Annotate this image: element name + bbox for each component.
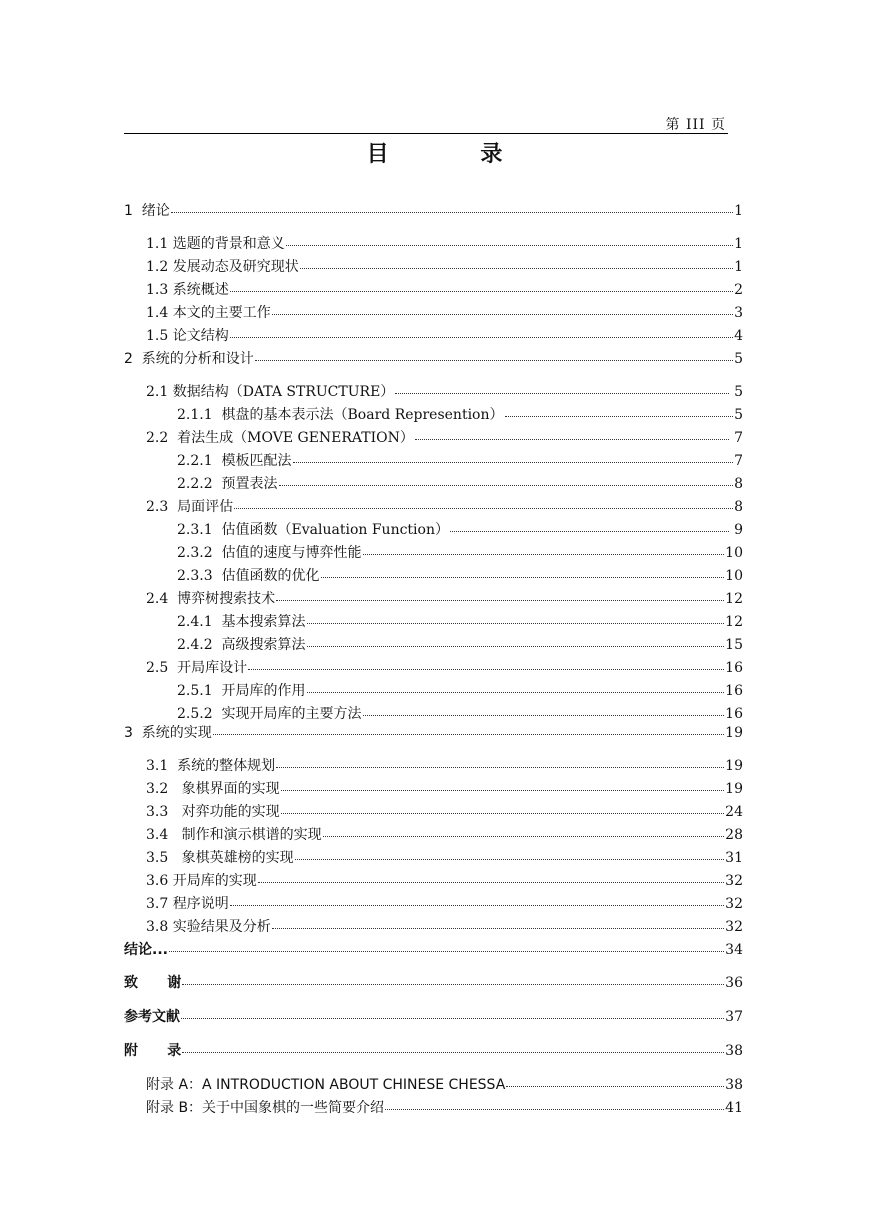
toc-leader-dots [279, 471, 734, 486]
toc-leader-dots [248, 655, 724, 670]
toc-page-number: 28 [725, 827, 743, 843]
toc-leader-dots [295, 845, 725, 860]
toc-entry-label: 2.2.1 模板匹配法 [177, 453, 292, 469]
toc-entry-label: 3.5 象棋英雄榜的实现 [146, 850, 294, 866]
toc-leader-dots [258, 868, 724, 883]
toc-page-number: 16 [725, 660, 743, 676]
toc-entry[interactable] [177, 450, 743, 470]
toc-page-number: 8 [734, 476, 743, 492]
toc-entry-label: 1.5 论文结构 [146, 328, 229, 344]
toc-page-number: 4 [734, 328, 743, 344]
toc-leader-dots [363, 540, 725, 555]
toc-entry[interactable] [146, 755, 743, 775]
toc-entry[interactable] [177, 611, 743, 631]
toc-page-number: 12 [725, 591, 743, 607]
toc-leader-dots [415, 425, 729, 440]
toc-leader-dots [230, 891, 724, 906]
toc-page-number: 16 [725, 683, 743, 699]
toc-leader-dots [307, 609, 725, 624]
toc-leader-dots [281, 776, 725, 791]
toc-entry-label: 附录 B：关于中国象棋的一些简要介绍 [146, 1100, 385, 1116]
toc-leader-dots [293, 448, 734, 463]
toc-entry[interactable] [124, 1040, 743, 1060]
toc-entry[interactable] [146, 657, 743, 677]
toc-page-number: 9 [729, 522, 743, 538]
toc-entry[interactable] [146, 302, 743, 322]
toc-entry-label: 结论... [124, 942, 168, 958]
toc-page-number: 16 [725, 706, 743, 722]
toc-leader-dots [505, 402, 734, 417]
toc-entry-label: 3.1 系统的整体规划 [146, 758, 276, 774]
toc-entry[interactable] [177, 565, 743, 585]
toc-entry[interactable] [146, 778, 743, 798]
toc-entry-label: 2.4 博弈树搜索技术 [146, 591, 276, 607]
toc-page-number: 12 [725, 614, 743, 630]
toc-leader-dots [272, 914, 724, 929]
toc-entry-label: 2.2.2 预置表法 [177, 476, 278, 492]
toc-entry[interactable] [146, 279, 743, 299]
toc-page-number: 37 [725, 1009, 743, 1025]
toc-entry-label: 2.2 着法生成（MOVE GENERATION） [146, 430, 414, 446]
toc-entry-label: 2.3.1 估值函数（Evaluation Function） [177, 522, 449, 538]
toc-entry-label: 2.5.2 实现开局库的主要方法 [177, 706, 362, 722]
toc-leader-dots [323, 822, 725, 837]
toc-entry[interactable] [124, 1006, 743, 1026]
toc-page-number: 24 [725, 804, 743, 820]
toc-entry[interactable] [177, 680, 743, 700]
toc-leader-dots [506, 1072, 724, 1087]
toc-page-number: 41 [725, 1100, 743, 1116]
toc-page-number: 8 [734, 499, 743, 515]
toc-leader-dots [171, 198, 733, 213]
toc-page-number: 5 [734, 407, 743, 423]
toc-entry[interactable] [146, 381, 743, 401]
toc-entry-label: 2.4.2 高级搜索算法 [177, 637, 306, 653]
toc-leader-dots [321, 563, 725, 578]
toc-entry-label: 3.4 制作和演示棋谱的实现 [146, 827, 322, 843]
toc-entry-label: 1.1 选题的背景和意义 [146, 236, 285, 252]
toc-leader-dots [169, 937, 724, 952]
toc-entry[interactable] [177, 473, 743, 493]
toc-page-number: 5 [734, 351, 743, 367]
toc-entry-label: 1.3 系统概述 [146, 282, 229, 298]
toc-entry[interactable] [146, 496, 743, 516]
toc-entry[interactable] [146, 870, 743, 890]
toc-entry[interactable] [146, 893, 743, 913]
toc-leader-dots [182, 1038, 724, 1053]
toc-entry[interactable] [177, 542, 743, 562]
toc-page-number: 10 [725, 545, 743, 561]
toc-page-number: 19 [725, 758, 743, 774]
page-header [124, 113, 728, 134]
toc-entry[interactable] [124, 939, 743, 959]
toc-entry[interactable] [124, 972, 743, 992]
toc-leader-dots [307, 632, 725, 647]
toc-leader-dots [385, 1095, 724, 1110]
toc-entry-label: 致 谢 [124, 975, 182, 991]
toc-entry[interactable] [146, 824, 743, 844]
toc-entry-label: 2.1 数据结构（DATA STRUCTURE） [146, 384, 395, 400]
toc-leader-dots [286, 231, 733, 246]
toc-entry-label: 2.3.3 估值函数的优化 [177, 568, 320, 584]
toc-page-number: 7 [734, 453, 743, 469]
toc-entry[interactable] [146, 1097, 743, 1117]
toc-entry-label: 2.4.1 基本搜索算法 [177, 614, 306, 630]
toc-leader-dots [276, 586, 724, 601]
toc-page-number: 34 [725, 942, 743, 958]
toc-entry-label: 2.3 局面评估 [146, 499, 234, 515]
toc-entry[interactable] [177, 634, 743, 654]
toc-leader-dots [363, 701, 725, 716]
toc-entry-label: 附 录 [124, 1043, 182, 1059]
toc-page-number: 31 [725, 850, 743, 866]
toc-entry-label: 3.7 程序说明 [146, 896, 229, 912]
toc-entry-label: 1.2 发展动态及研究现状 [146, 259, 299, 275]
toc-page-number: 38 [725, 1077, 743, 1093]
toc-page-number: 2 [734, 282, 743, 298]
toc-page-number: 1 [734, 259, 743, 275]
toc-leader-dots [181, 1004, 724, 1019]
toc-entry[interactable] [146, 847, 743, 867]
toc-entry-label: 3.6 开局库的实现 [146, 873, 257, 889]
toc-entry-label: 2 系统的分析和设计 [124, 351, 254, 367]
toc-leader-dots [230, 277, 733, 292]
toc-page-number: 19 [725, 781, 743, 797]
toc-leader-dots [255, 346, 733, 361]
toc-entry-label: 2.3.2 估值的速度与博弈性能 [177, 545, 362, 561]
toc-entry[interactable] [146, 325, 743, 345]
toc-entry[interactable] [146, 233, 743, 253]
toc-leader-dots [281, 799, 725, 814]
toc-page-number: 19 [725, 725, 743, 741]
toc-leader-dots [182, 970, 724, 985]
toc-page-number: 38 [725, 1043, 743, 1059]
toc-page-number: 5 [729, 384, 743, 400]
toc-leader-dots [307, 678, 725, 693]
toc-page-number: 32 [725, 873, 743, 889]
toc-entry[interactable] [146, 801, 743, 821]
toc-leader-dots [213, 720, 724, 735]
toc-page-number: 1 [734, 236, 743, 252]
toc-entry[interactable] [177, 404, 743, 424]
toc-entry-label: 3.8 实验结果及分析 [146, 919, 271, 935]
page-number-label: 第 III 页 [665, 117, 726, 133]
toc-entry[interactable] [146, 1074, 743, 1094]
toc-page-number: 10 [725, 568, 743, 584]
toc-page-number: 32 [725, 896, 743, 912]
toc-entry-label: 3.3 对弈功能的实现 [146, 804, 280, 820]
toc-leader-dots [300, 254, 733, 269]
toc-entry-label: 3 系统的实现 [124, 725, 212, 741]
toc-page-number: 3 [734, 305, 743, 321]
toc-leader-dots [450, 517, 729, 532]
toc-entry-label: 2.5 开局库设计 [146, 660, 248, 676]
toc-page-number: 7 [729, 430, 743, 446]
toc-page-number: 36 [725, 975, 743, 991]
toc-entry[interactable] [146, 427, 743, 447]
toc-leader-dots [395, 379, 728, 394]
toc-entry[interactable] [146, 916, 743, 936]
toc-entry[interactable] [124, 722, 743, 742]
toc-entry[interactable] [146, 256, 743, 276]
toc-page-number: 32 [725, 919, 743, 935]
toc-page-number: 1 [734, 203, 743, 219]
toc-entry[interactable] [177, 519, 743, 539]
toc-entry[interactable] [124, 348, 743, 368]
toc-entry[interactable] [146, 588, 743, 608]
toc-page-number: 15 [725, 637, 743, 653]
page-title: 目 录 [366, 142, 545, 167]
toc-leader-dots [230, 323, 733, 338]
toc-leader-dots [234, 494, 733, 509]
toc-entry-label: 参考文献 [124, 1009, 180, 1025]
toc-entry[interactable] [124, 200, 743, 220]
toc-entry-label: 2.5.1 开局库的作用 [177, 683, 306, 699]
toc-entry-label: 1.4 本文的主要工作 [146, 305, 271, 321]
toc-entry-label: 附录 A：A INTRODUCTION ABOUT CHINESE CHESSA [146, 1077, 506, 1093]
toc-entry-label: 2.1.1 棋盘的基本表示法（Board Represention） [177, 407, 504, 423]
toc-leader-dots [276, 753, 724, 768]
toc-entry-label: 3.2 象棋界面的实现 [146, 781, 280, 797]
toc-leader-dots [272, 300, 733, 315]
toc-entry-label: 1 绪论 [124, 203, 170, 219]
